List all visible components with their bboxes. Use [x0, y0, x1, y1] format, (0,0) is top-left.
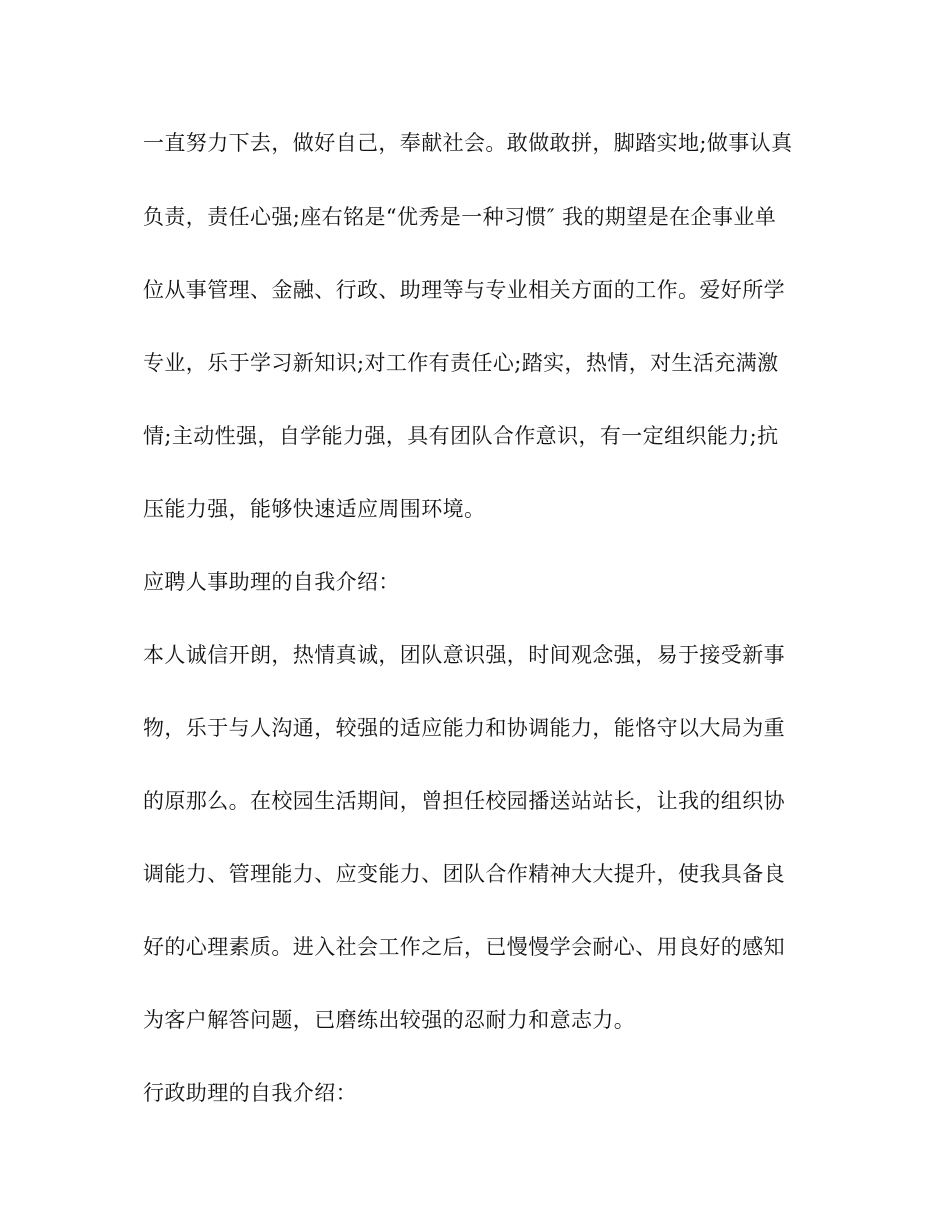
section-heading: 应聘人事助理的自我介绍： — [143, 570, 400, 594]
paragraph-line: 位从事管理、金融、行政、助理等与专业相关方面的工作。爱好所学 — [143, 278, 785, 302]
paragraph-line: 专业，乐于学习新知识;对工作有责任心;踏实，热情，对生活充满激 — [143, 351, 779, 375]
section-heading: 行政助理的自我介绍： — [143, 1081, 357, 1105]
paragraph-line: 为客户解答问题，已磨练出较强的忍耐力和意志力。 — [143, 1008, 636, 1032]
paragraph-line: 调能力、管理能力、应变能力、团队合作精神大大提升，使我具备良 — [143, 862, 785, 886]
paragraph-line: 压能力强，能够快速适应周围环境。 — [143, 497, 486, 521]
paragraph-line: 的原那么。在校园生活期间，曾担任校园播送站站长，让我的组织协 — [143, 789, 785, 813]
paragraph-line: 本人诚信开朗，热情真诚，团队意识强，时间观念强，易于接受新事 — [143, 643, 785, 667]
paragraph-line: 负责，责任心强;座右铭是“优秀是一种习惯″ 我的期望是在企事业单 — [143, 205, 777, 229]
paragraph-line: 情;主动性强，自学能力强，具有团队合作意识，有一定组织能力;抗 — [143, 424, 779, 448]
paragraph-line: 好的心理素质。进入社会工作之后，已慢慢学会耐心、用良好的感知 — [143, 935, 785, 959]
paragraph-line: 一直努力下去，做好自己，奉献社会。敢做敢拼，脚踏实地;做事认真 — [143, 131, 793, 155]
paragraph-line: 物，乐于与人沟通，较强的适应能力和协调能力，能恪守以大局为重 — [143, 716, 785, 740]
